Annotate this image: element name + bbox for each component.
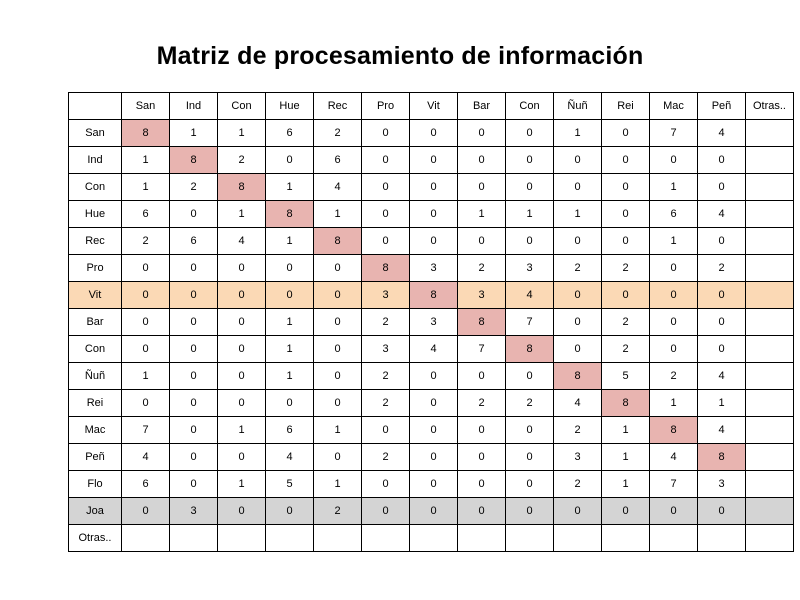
matrix-cell xyxy=(746,174,794,201)
matrix-cell: 4 xyxy=(698,120,746,147)
matrix-cell: 0 xyxy=(314,363,362,390)
matrix-cell: 0 xyxy=(554,228,602,255)
matrix-cell: 0 xyxy=(362,201,410,228)
row-header-4: Rec xyxy=(69,228,122,255)
matrix-cell: 0 xyxy=(698,309,746,336)
matrix-cell: 0 xyxy=(458,498,506,525)
column-header-8: Con xyxy=(506,93,554,120)
column-header-7: Bar xyxy=(458,93,506,120)
matrix-cell: 0 xyxy=(122,336,170,363)
matrix-cell: 0 xyxy=(698,147,746,174)
matrix-cell: 2 xyxy=(602,309,650,336)
matrix-cell: 0 xyxy=(362,228,410,255)
matrix-cell: 0 xyxy=(554,498,602,525)
matrix-cell: 0 xyxy=(218,255,266,282)
matrix-cell: 0 xyxy=(602,498,650,525)
matrix-cell: 1 xyxy=(506,201,554,228)
matrix-cell: 0 xyxy=(458,174,506,201)
matrix-cell: 0 xyxy=(554,309,602,336)
matrix-cell: 4 xyxy=(698,201,746,228)
column-header-10: Rei xyxy=(602,93,650,120)
table-row xyxy=(69,390,794,417)
table-header-row xyxy=(69,93,794,120)
matrix-cell: 6 xyxy=(266,120,314,147)
matrix-cell: 2 xyxy=(218,147,266,174)
matrix-cell: 0 xyxy=(218,498,266,525)
matrix-cell: 1 xyxy=(602,471,650,498)
matrix-cell: 0 xyxy=(410,498,458,525)
matrix-cell: 1 xyxy=(266,174,314,201)
matrix-cell: 1 xyxy=(122,147,170,174)
matrix-cell: 6 xyxy=(314,147,362,174)
matrix-cell: 4 xyxy=(266,444,314,471)
matrix-cell: 0 xyxy=(410,417,458,444)
matrix-cell: 2 xyxy=(554,417,602,444)
table-row xyxy=(69,444,794,471)
row-header-9: Ñuñ xyxy=(69,363,122,390)
table-row xyxy=(69,174,794,201)
matrix-cell: 2 xyxy=(554,255,602,282)
matrix-cell: 0 xyxy=(122,255,170,282)
table-row xyxy=(69,336,794,363)
matrix-cell: 0 xyxy=(554,147,602,174)
matrix-cell: 0 xyxy=(650,282,698,309)
matrix-cell: 0 xyxy=(218,444,266,471)
matrix-cell: 1 xyxy=(698,390,746,417)
matrix-cell: 1 xyxy=(218,417,266,444)
matrix-cell: 0 xyxy=(170,417,218,444)
matrix-cell xyxy=(746,282,794,309)
column-header-13: Otras.. xyxy=(746,93,794,120)
matrix-cell: 8 xyxy=(314,228,362,255)
row-header-1: Ind xyxy=(69,147,122,174)
matrix-cell xyxy=(650,525,698,552)
matrix-cell: 0 xyxy=(602,201,650,228)
matrix-cell: 7 xyxy=(506,309,554,336)
table-row xyxy=(69,147,794,174)
matrix-cell: 8 xyxy=(602,390,650,417)
matrix-cell: 0 xyxy=(506,498,554,525)
corner-cell xyxy=(69,93,122,120)
matrix-cell: 0 xyxy=(170,309,218,336)
matrix-cell: 7 xyxy=(650,471,698,498)
matrix-cell: 0 xyxy=(506,174,554,201)
matrix-cell: 0 xyxy=(170,255,218,282)
matrix-cell: 0 xyxy=(362,147,410,174)
matrix-cell: 7 xyxy=(458,336,506,363)
column-header-11: Mac xyxy=(650,93,698,120)
table-row xyxy=(69,282,794,309)
page-title: Matriz de procesamiento de información xyxy=(156,42,644,70)
matrix-cell: 0 xyxy=(362,417,410,444)
matrix-cell: 1 xyxy=(314,417,362,444)
matrix-cell: 0 xyxy=(314,336,362,363)
matrix-cell: 4 xyxy=(218,228,266,255)
row-header-2: Con xyxy=(69,174,122,201)
row-header-7: Bar xyxy=(69,309,122,336)
matrix-cell: 0 xyxy=(170,201,218,228)
table-row xyxy=(69,471,794,498)
matrix-cell: 0 xyxy=(650,336,698,363)
row-header-6: Vit xyxy=(69,282,122,309)
table-row xyxy=(69,363,794,390)
column-header-2: Con xyxy=(218,93,266,120)
row-header-8: Con xyxy=(69,336,122,363)
matrix-cell: 4 xyxy=(554,390,602,417)
matrix-cell: 0 xyxy=(602,282,650,309)
matrix-cell: 1 xyxy=(650,390,698,417)
matrix-cell: 0 xyxy=(170,390,218,417)
matrix-cell: 1 xyxy=(554,201,602,228)
matrix-cell xyxy=(746,228,794,255)
matrix-cell xyxy=(746,363,794,390)
matrix-cell: 0 xyxy=(602,174,650,201)
matrix-cell: 0 xyxy=(314,255,362,282)
matrix-cell: 8 xyxy=(506,336,554,363)
matrix-cell: 5 xyxy=(602,363,650,390)
matrix-cell: 6 xyxy=(122,471,170,498)
matrix-cell: 2 xyxy=(362,363,410,390)
matrix-cell xyxy=(746,309,794,336)
matrix-cell: 0 xyxy=(650,498,698,525)
table-row xyxy=(69,417,794,444)
matrix-cell: 0 xyxy=(410,228,458,255)
matrix-cell: 1 xyxy=(602,417,650,444)
matrix-cell xyxy=(746,525,794,552)
matrix-cell: 2 xyxy=(362,309,410,336)
matrix-cell: 0 xyxy=(458,417,506,444)
matrix-cell xyxy=(506,525,554,552)
matrix-cell: 0 xyxy=(698,336,746,363)
row-header-15: Otras.. xyxy=(69,525,122,552)
row-header-11: Mac xyxy=(69,417,122,444)
matrix-header xyxy=(69,93,794,120)
matrix-cell: 1 xyxy=(458,201,506,228)
matrix-cell: 0 xyxy=(458,120,506,147)
matrix-cell: 3 xyxy=(410,255,458,282)
matrix-cell: 3 xyxy=(554,444,602,471)
matrix-cell: 1 xyxy=(122,363,170,390)
table-row xyxy=(69,201,794,228)
matrix-cell: 3 xyxy=(410,309,458,336)
matrix-cell: 8 xyxy=(458,309,506,336)
matrix-cell: 0 xyxy=(506,147,554,174)
matrix-cell xyxy=(746,390,794,417)
matrix-cell: 2 xyxy=(362,390,410,417)
matrix-cell: 3 xyxy=(170,498,218,525)
column-header-4: Rec xyxy=(314,93,362,120)
matrix-cell: 7 xyxy=(650,120,698,147)
matrix-cell: 0 xyxy=(314,390,362,417)
table-row xyxy=(69,255,794,282)
matrix-cell: 0 xyxy=(218,336,266,363)
matrix-cell: 1 xyxy=(650,228,698,255)
row-header-3: Hue xyxy=(69,201,122,228)
matrix-cell xyxy=(746,471,794,498)
matrix-cell: 0 xyxy=(698,282,746,309)
matrix-cell: 0 xyxy=(362,174,410,201)
column-header-12: Peñ xyxy=(698,93,746,120)
matrix-container xyxy=(68,92,794,552)
matrix-cell: 8 xyxy=(554,363,602,390)
matrix-cell: 0 xyxy=(650,309,698,336)
matrix-cell: 0 xyxy=(410,120,458,147)
matrix-cell xyxy=(698,525,746,552)
matrix-cell: 1 xyxy=(122,174,170,201)
matrix-cell: 0 xyxy=(554,282,602,309)
matrix-cell: 0 xyxy=(506,228,554,255)
matrix-body xyxy=(69,120,794,552)
matrix-cell: 0 xyxy=(170,444,218,471)
matrix-cell: 0 xyxy=(362,498,410,525)
matrix-cell: 8 xyxy=(266,201,314,228)
matrix-cell: 0 xyxy=(554,174,602,201)
matrix-cell: 0 xyxy=(458,147,506,174)
matrix-cell: 0 xyxy=(602,228,650,255)
matrix-cell: 0 xyxy=(170,363,218,390)
matrix-cell: 4 xyxy=(650,444,698,471)
matrix-cell: 4 xyxy=(122,444,170,471)
matrix-cell: 0 xyxy=(170,471,218,498)
matrix-cell: 6 xyxy=(650,201,698,228)
matrix-cell: 8 xyxy=(170,147,218,174)
matrix-cell: 4 xyxy=(698,417,746,444)
matrix-cell xyxy=(458,525,506,552)
matrix-cell: 0 xyxy=(698,228,746,255)
matrix-cell: 0 xyxy=(506,417,554,444)
row-header-13: Flo xyxy=(69,471,122,498)
matrix-cell: 0 xyxy=(314,444,362,471)
table-row xyxy=(69,120,794,147)
matrix-cell: 2 xyxy=(554,471,602,498)
matrix-cell xyxy=(746,120,794,147)
matrix-cell: 0 xyxy=(122,282,170,309)
column-header-1: Ind xyxy=(170,93,218,120)
matrix-cell: 0 xyxy=(218,282,266,309)
row-header-12: Peñ xyxy=(69,444,122,471)
matrix-cell: 0 xyxy=(410,471,458,498)
matrix-cell: 1 xyxy=(218,201,266,228)
matrix-cell: 0 xyxy=(458,444,506,471)
matrix-cell: 0 xyxy=(410,363,458,390)
table-row xyxy=(69,525,794,552)
matrix-cell: 3 xyxy=(698,471,746,498)
matrix-cell: 0 xyxy=(506,444,554,471)
matrix-cell xyxy=(218,525,266,552)
matrix-cell: 3 xyxy=(362,336,410,363)
row-header-14: Joa xyxy=(69,498,122,525)
matrix-cell: 1 xyxy=(314,471,362,498)
row-header-0: San xyxy=(69,120,122,147)
matrix-cell: 2 xyxy=(458,390,506,417)
matrix-cell xyxy=(554,525,602,552)
matrix-cell: 0 xyxy=(266,147,314,174)
matrix-cell: 0 xyxy=(266,498,314,525)
matrix-cell: 0 xyxy=(650,147,698,174)
matrix-cell: 2 xyxy=(122,228,170,255)
matrix-cell: 0 xyxy=(554,336,602,363)
matrix-cell: 0 xyxy=(506,471,554,498)
matrix-cell: 2 xyxy=(602,255,650,282)
matrix-cell: 0 xyxy=(410,444,458,471)
matrix-cell: 1 xyxy=(650,174,698,201)
matrix-cell xyxy=(746,255,794,282)
matrix-cell: 5 xyxy=(266,471,314,498)
row-header-5: Pro xyxy=(69,255,122,282)
column-header-3: Hue xyxy=(266,93,314,120)
matrix-cell: 8 xyxy=(650,417,698,444)
matrix-cell: 0 xyxy=(650,255,698,282)
matrix-cell: 0 xyxy=(122,390,170,417)
matrix-cell: 2 xyxy=(170,174,218,201)
matrix-cell: 8 xyxy=(362,255,410,282)
matrix-cell: 0 xyxy=(266,282,314,309)
matrix-cell: 4 xyxy=(698,363,746,390)
matrix-cell: 0 xyxy=(266,255,314,282)
matrix-cell xyxy=(170,525,218,552)
matrix-cell: 1 xyxy=(314,201,362,228)
matrix-cell: 0 xyxy=(362,120,410,147)
matrix-cell: 3 xyxy=(362,282,410,309)
matrix-cell: 2 xyxy=(602,336,650,363)
matrix-cell xyxy=(746,201,794,228)
matrix-cell: 8 xyxy=(698,444,746,471)
matrix-cell xyxy=(122,525,170,552)
matrix-cell: 0 xyxy=(458,471,506,498)
matrix-cell: 4 xyxy=(506,282,554,309)
matrix-cell: 1 xyxy=(554,120,602,147)
matrix-cell: 0 xyxy=(218,309,266,336)
matrix-cell: 0 xyxy=(170,282,218,309)
matrix-cell: 1 xyxy=(266,309,314,336)
matrix-cell: 3 xyxy=(458,282,506,309)
matrix-table xyxy=(68,92,794,552)
matrix-cell: 0 xyxy=(458,363,506,390)
matrix-cell: 2 xyxy=(506,390,554,417)
matrix-cell xyxy=(362,525,410,552)
matrix-cell: 1 xyxy=(266,228,314,255)
matrix-cell: 0 xyxy=(122,309,170,336)
matrix-cell: 0 xyxy=(506,363,554,390)
matrix-cell: 2 xyxy=(698,255,746,282)
matrix-cell: 0 xyxy=(458,228,506,255)
column-header-5: Pro xyxy=(362,93,410,120)
matrix-cell: 0 xyxy=(170,336,218,363)
matrix-cell: 0 xyxy=(506,120,554,147)
matrix-cell: 0 xyxy=(218,390,266,417)
matrix-cell: 0 xyxy=(698,174,746,201)
table-row xyxy=(69,498,794,525)
matrix-cell: 0 xyxy=(602,147,650,174)
column-header-0: San xyxy=(122,93,170,120)
matrix-cell xyxy=(602,525,650,552)
matrix-cell: 0 xyxy=(698,498,746,525)
matrix-cell xyxy=(266,525,314,552)
matrix-cell: 6 xyxy=(170,228,218,255)
matrix-cell: 6 xyxy=(122,201,170,228)
matrix-cell xyxy=(746,417,794,444)
matrix-cell: 2 xyxy=(458,255,506,282)
row-header-10: Rei xyxy=(69,390,122,417)
matrix-cell: 0 xyxy=(602,120,650,147)
matrix-cell: 0 xyxy=(218,363,266,390)
matrix-cell: 1 xyxy=(602,444,650,471)
matrix-cell: 2 xyxy=(362,444,410,471)
matrix-cell: 1 xyxy=(218,120,266,147)
matrix-cell: 0 xyxy=(266,390,314,417)
matrix-cell xyxy=(410,525,458,552)
matrix-cell: 0 xyxy=(122,498,170,525)
matrix-cell: 3 xyxy=(506,255,554,282)
table-row xyxy=(69,309,794,336)
matrix-cell: 1 xyxy=(266,336,314,363)
matrix-cell xyxy=(746,444,794,471)
column-header-9: Ñuñ xyxy=(554,93,602,120)
matrix-cell: 6 xyxy=(266,417,314,444)
matrix-cell: 8 xyxy=(410,282,458,309)
table-row xyxy=(69,228,794,255)
matrix-cell: 0 xyxy=(410,201,458,228)
column-header-6: Vit xyxy=(410,93,458,120)
matrix-cell: 0 xyxy=(314,309,362,336)
matrix-cell xyxy=(746,147,794,174)
matrix-cell: 0 xyxy=(314,282,362,309)
matrix-cell: 2 xyxy=(314,498,362,525)
matrix-cell: 7 xyxy=(122,417,170,444)
matrix-cell: 2 xyxy=(650,363,698,390)
matrix-cell: 0 xyxy=(410,147,458,174)
matrix-cell: 1 xyxy=(266,363,314,390)
matrix-cell: 1 xyxy=(218,471,266,498)
matrix-cell xyxy=(746,498,794,525)
matrix-cell: 1 xyxy=(170,120,218,147)
matrix-cell xyxy=(314,525,362,552)
matrix-cell: 0 xyxy=(410,390,458,417)
matrix-cell: 0 xyxy=(362,471,410,498)
matrix-cell: 2 xyxy=(314,120,362,147)
matrix-cell: 4 xyxy=(314,174,362,201)
matrix-cell xyxy=(746,336,794,363)
matrix-cell: 8 xyxy=(218,174,266,201)
matrix-cell: 4 xyxy=(410,336,458,363)
matrix-cell: 0 xyxy=(410,174,458,201)
matrix-cell: 8 xyxy=(122,120,170,147)
